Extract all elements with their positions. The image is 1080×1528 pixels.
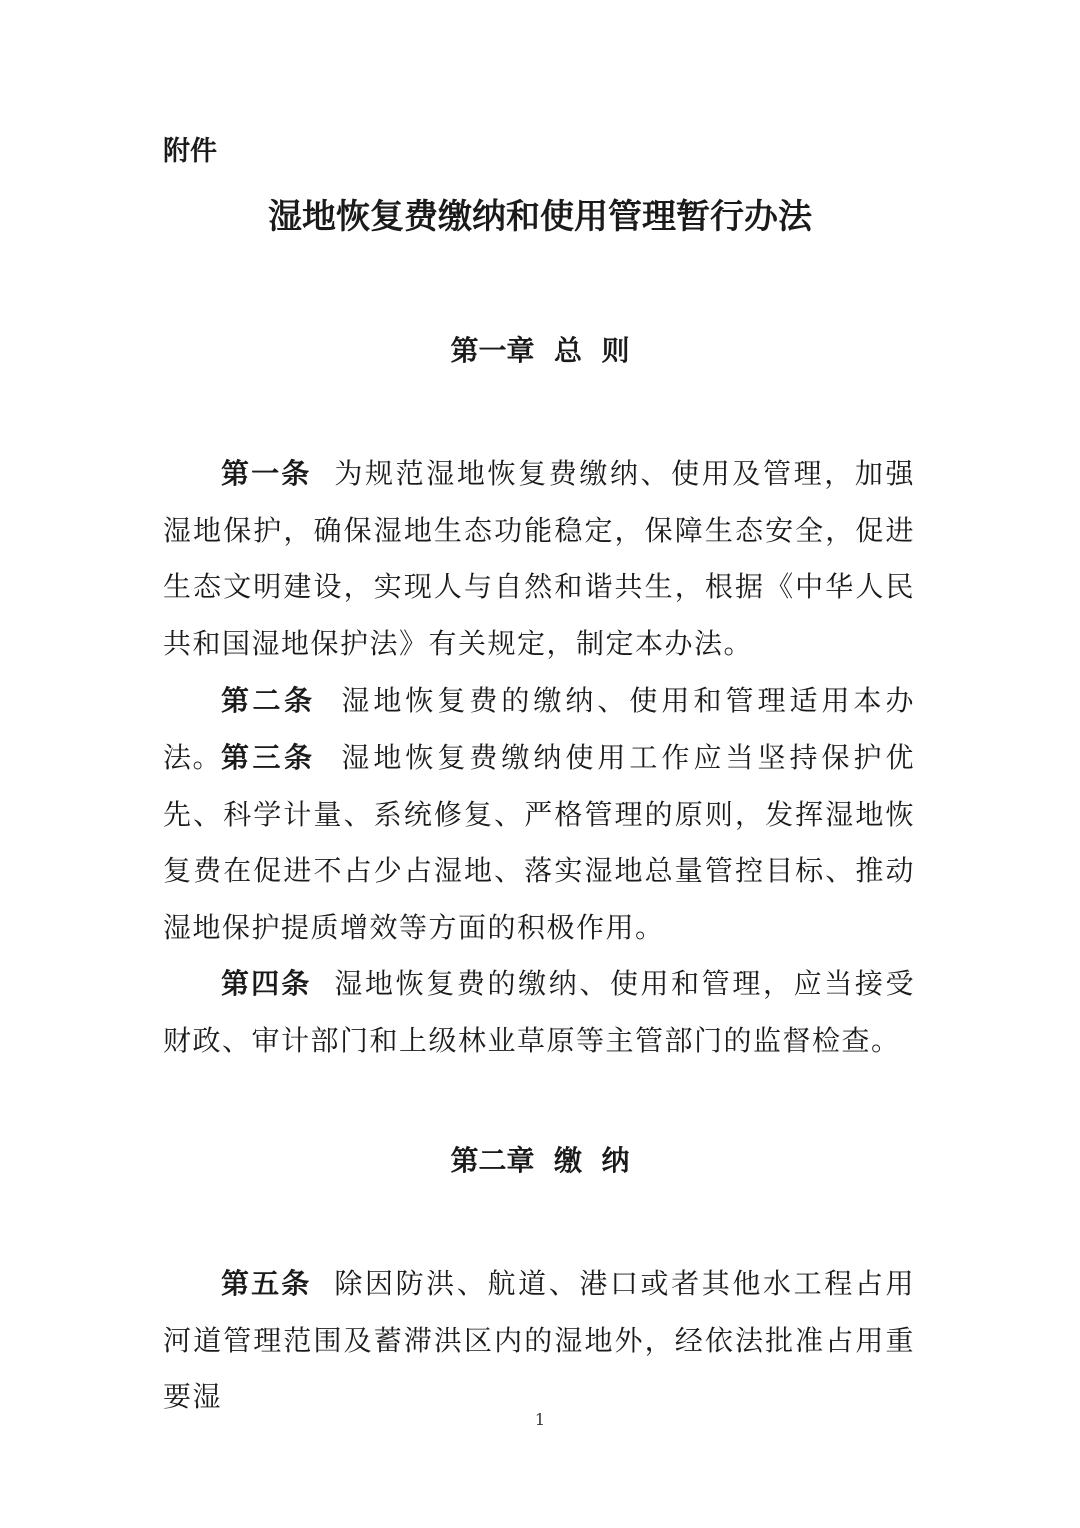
article-text: 除因防洪、航道、港口或者其他水工程占用河道管理范围及蓄滞洪区内的湿地外，经依法批准占用重要湿 <box>163 1267 915 1413</box>
page-number: 1 <box>534 1410 546 1429</box>
attachment-label: 附件 <box>163 136 217 167</box>
article <box>163 956 915 1069</box>
article <box>163 446 915 672</box>
article-number: 第四条 <box>221 967 312 1000</box>
article-text: 湿地恢复费的缴纳、使用和管理适用本办法。 <box>163 684 915 774</box>
article <box>163 730 915 956</box>
article-number: 第三条 <box>221 741 316 774</box>
chapter-heading: 第二章 缴 纳 <box>450 1144 630 1177</box>
article-number: 第二条 <box>221 684 316 717</box>
chapter-heading: 第一章 总 则 <box>450 334 630 367</box>
article-number: 第一条 <box>221 457 312 490</box>
document-title: 湿地恢复费缴纳和使用管理暂行办法 <box>268 197 812 237</box>
article <box>163 1256 915 1426</box>
article-number: 第五条 <box>221 1267 312 1300</box>
article-text: 湿地恢复费缴纳使用工作应当坚持保护优先、科学计量、系统修复、严格管理的原则，发挥湿地恢复费在促进不占少占湿地、落实湿地总量管控目标、推动湿地保护提质增效等方面的积极作用。 <box>163 741 915 944</box>
article-text: 为规范湿地恢复费缴纳、使用及管理，加强湿地保护，确保湿地生态功能稳定，保障生态安全，促进生态文明建设，实现人与自然和谐共生，根据《中华人民共和国湿地保护法》有关规定，制定本办法。 <box>163 457 915 660</box>
article-text: 湿地恢复费的缴纳、使用和管理，应当接受财政、审计部门和上级林业草原等主管部门的监督检查。 <box>163 967 915 1057</box>
